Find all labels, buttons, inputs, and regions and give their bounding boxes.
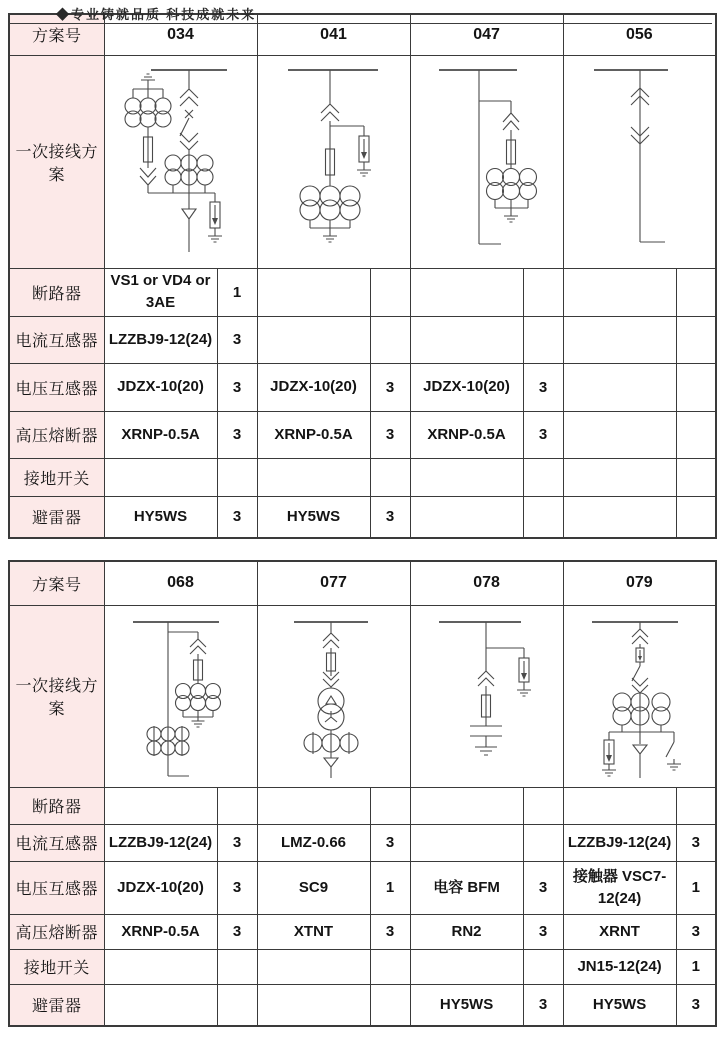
scheme-077-diagram (258, 606, 411, 786)
row-label: 断路器 (9, 268, 104, 316)
component-name-cell (257, 458, 370, 496)
component-qty-cell (523, 268, 563, 316)
component-name-cell: LMZ-0.66 (257, 824, 370, 861)
component-name-cell: XRNP-0.5A (104, 411, 217, 458)
diagram-cell (563, 605, 716, 787)
component-name-cell: VS1 or VD4 or 3AE (104, 268, 217, 316)
component-name-cell (563, 458, 676, 496)
component-qty-cell (523, 824, 563, 861)
component-qty-cell (676, 268, 716, 316)
component-name-cell (563, 268, 676, 316)
scheme-034-diagram (105, 56, 258, 267)
component-qty-cell (676, 363, 716, 411)
component-name-cell: RN2 (410, 914, 523, 949)
diagram-cell (410, 605, 563, 787)
component-qty-cell (370, 316, 410, 363)
scheme-079-diagram (564, 606, 717, 786)
row-label: 电压互感器 (9, 861, 104, 914)
scheme-number-cell: 079 (563, 561, 716, 605)
component-name-cell (104, 949, 217, 984)
component-name-cell (257, 316, 370, 363)
component-name-cell (410, 787, 523, 824)
component-qty-cell (676, 411, 716, 458)
component-name-cell (563, 363, 676, 411)
row-label-diagram: 一次接线方案 (9, 55, 104, 268)
component-name-cell (563, 787, 676, 824)
component-qty-cell (676, 458, 716, 496)
scheme-047-diagram (411, 56, 564, 267)
component-qty-cell: 3 (523, 861, 563, 914)
table-row (9, 411, 716, 458)
component-name-cell: HY5WS (563, 984, 676, 1026)
row-label: 断路器 (9, 787, 104, 824)
diagram-cell (257, 55, 410, 268)
table-row (9, 861, 716, 914)
component-name-cell: XRNT (563, 914, 676, 949)
component-qty-cell: 3 (523, 363, 563, 411)
component-qty-cell: 3 (676, 914, 716, 949)
component-qty-cell: 1 (676, 949, 716, 984)
component-name-cell (104, 984, 217, 1026)
component-name-cell (257, 949, 370, 984)
diagram-row (9, 605, 716, 787)
component-name-cell: SC9 (257, 861, 370, 914)
scheme-table-2 (8, 560, 717, 1027)
component-qty-cell (523, 949, 563, 984)
component-name-cell (563, 496, 676, 538)
scheme-number-cell: 056 (563, 14, 716, 55)
table-row (9, 824, 716, 861)
component-qty-cell: 3 (676, 984, 716, 1026)
component-name-cell (410, 824, 523, 861)
table-row (9, 787, 716, 824)
scheme-table-1 (8, 13, 717, 539)
component-qty-cell (370, 787, 410, 824)
row-label: 高压熔断器 (9, 411, 104, 458)
component-name-cell: 接触器 VSC7-12(24) (563, 861, 676, 914)
component-qty-cell: 1 (217, 268, 257, 316)
component-qty-cell: 3 (370, 824, 410, 861)
table-row (9, 363, 716, 411)
component-qty-cell: 3 (217, 914, 257, 949)
row-label: 避雷器 (9, 496, 104, 538)
component-qty-cell: 3 (676, 824, 716, 861)
clipped-page-header (56, 7, 476, 22)
table-row (9, 268, 716, 316)
diagram-cell (104, 55, 257, 268)
scheme-number-row (9, 561, 716, 605)
component-name-cell: XTNT (257, 914, 370, 949)
component-name-cell: LZZBJ9-12(24) (563, 824, 676, 861)
row-label: 接地开关 (9, 458, 104, 496)
component-qty-cell: 3 (217, 316, 257, 363)
row-label-scheme-no: 方案号 (9, 14, 104, 55)
component-name-cell: LZZBJ9-12(24) (104, 316, 217, 363)
component-name-cell: LZZBJ9-12(24) (104, 824, 217, 861)
table-row (9, 949, 716, 984)
component-qty-cell: 3 (217, 411, 257, 458)
scheme-number-cell: 078 (410, 561, 563, 605)
component-name-cell (257, 984, 370, 1026)
component-name-cell: HY5WS (410, 984, 523, 1026)
scheme-056-diagram (564, 56, 717, 267)
row-label: 电压互感器 (9, 363, 104, 411)
component-name-cell (410, 268, 523, 316)
table-row (9, 458, 716, 496)
component-qty-cell: 3 (217, 363, 257, 411)
table-row (9, 914, 716, 949)
component-name-cell: XRNP-0.5A (257, 411, 370, 458)
component-name-cell (410, 496, 523, 538)
row-label-scheme-no: 方案号 (9, 561, 104, 605)
component-qty-cell (676, 496, 716, 538)
component-qty-cell: 3 (523, 914, 563, 949)
component-name-cell (104, 787, 217, 824)
component-qty-cell (523, 787, 563, 824)
component-name-cell: JDZX-10(20) (257, 363, 370, 411)
diagram-row (9, 55, 716, 268)
diagram-cell (104, 605, 257, 787)
scheme-041-diagram (258, 56, 411, 267)
scheme-number-cell: 047 (410, 14, 563, 55)
scheme-number-cell: 068 (104, 561, 257, 605)
component-qty-cell (676, 787, 716, 824)
component-qty-cell (370, 984, 410, 1026)
component-qty-cell: 1 (676, 861, 716, 914)
component-qty-cell: 1 (370, 861, 410, 914)
page-slogan-text: ◆专业铸就品质 科技成就未来 (56, 7, 257, 22)
component-qty-cell: 3 (370, 411, 410, 458)
component-qty-cell (370, 268, 410, 316)
diagram-cell (563, 55, 716, 268)
component-qty-cell (523, 316, 563, 363)
component-qty-cell: 3 (370, 363, 410, 411)
scheme-number-cell: 034 (104, 14, 257, 55)
row-label: 接地开关 (9, 949, 104, 984)
component-qty-cell: 3 (217, 496, 257, 538)
component-qty-cell (217, 458, 257, 496)
component-qty-cell (370, 949, 410, 984)
component-name-cell: 电容 BFM (410, 861, 523, 914)
row-label: 电流互感器 (9, 316, 104, 363)
component-qty-cell: 3 (370, 914, 410, 949)
scheme-number-cell: 041 (257, 14, 410, 55)
header-divider-line (8, 23, 712, 24)
diagram-cell (257, 605, 410, 787)
component-name-cell: JDZX-10(20) (104, 363, 217, 411)
component-qty-cell (523, 496, 563, 538)
scheme-078-diagram (411, 606, 564, 786)
component-name-cell (410, 316, 523, 363)
row-label-diagram: 一次接线方案 (9, 605, 104, 787)
component-name-cell (104, 458, 217, 496)
row-label: 电流互感器 (9, 824, 104, 861)
component-qty-cell (370, 458, 410, 496)
component-name-cell: XRNP-0.5A (410, 411, 523, 458)
component-qty-cell (217, 984, 257, 1026)
component-qty-cell: 3 (523, 411, 563, 458)
row-label: 高压熔断器 (9, 914, 104, 949)
component-name-cell: HY5WS (104, 496, 217, 538)
component-name-cell (563, 316, 676, 363)
scheme-number-cell: 077 (257, 561, 410, 605)
component-name-cell (257, 787, 370, 824)
component-qty-cell: 3 (370, 496, 410, 538)
component-qty-cell (523, 458, 563, 496)
component-name-cell: XRNP-0.5A (104, 914, 217, 949)
component-qty-cell: 3 (523, 984, 563, 1026)
component-qty-cell: 3 (217, 824, 257, 861)
component-qty-cell (217, 787, 257, 824)
table-row (9, 496, 716, 538)
row-label: 避雷器 (9, 984, 104, 1026)
component-name-cell (563, 411, 676, 458)
table-row (9, 316, 716, 363)
table-row (9, 984, 716, 1026)
component-name-cell: JDZX-10(20) (104, 861, 217, 914)
component-name-cell (410, 458, 523, 496)
component-name-cell: JN15-12(24) (563, 949, 676, 984)
component-name-cell: HY5WS (257, 496, 370, 538)
component-qty-cell: 3 (217, 861, 257, 914)
component-name-cell (410, 949, 523, 984)
scheme-068-diagram (105, 606, 258, 786)
component-name-cell: JDZX-10(20) (410, 363, 523, 411)
component-name-cell (257, 268, 370, 316)
component-qty-cell (676, 316, 716, 363)
diagram-cell (410, 55, 563, 268)
component-qty-cell (217, 949, 257, 984)
